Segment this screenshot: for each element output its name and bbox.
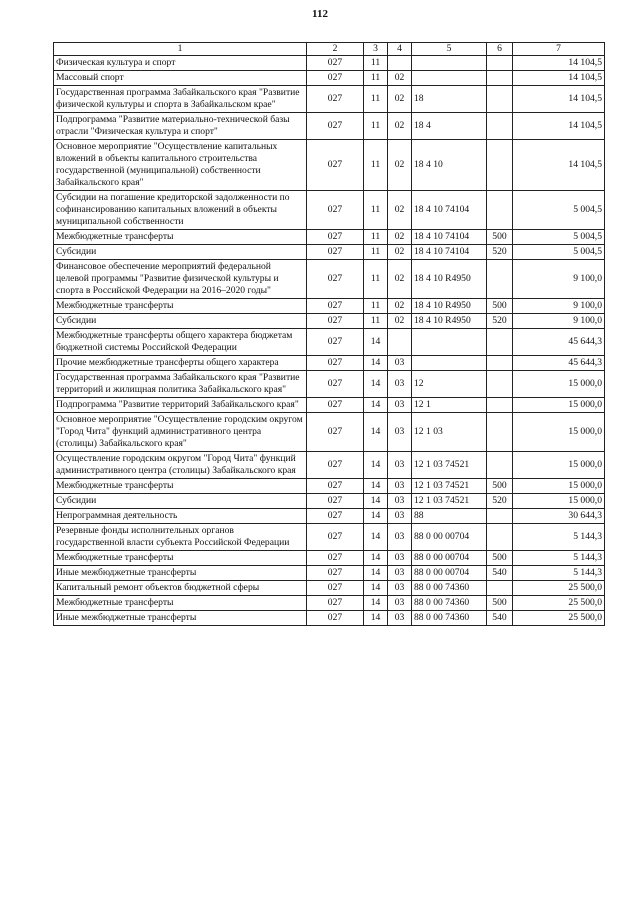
section-code-cell: 14 xyxy=(364,356,388,371)
item-name-cell: Массовый спорт xyxy=(54,71,307,86)
table-row xyxy=(54,140,605,191)
table-row xyxy=(54,452,605,479)
subsection-code-cell: 02 xyxy=(388,260,412,299)
amount-cell: 25 500,0 xyxy=(513,596,605,611)
subsection-code-cell: 03 xyxy=(388,371,412,398)
item-name-cell: Межбюджетные трансферты xyxy=(54,551,307,566)
section-code-cell: 14 xyxy=(364,581,388,596)
section-code-cell: 11 xyxy=(364,71,388,86)
amount-cell: 25 500,0 xyxy=(513,581,605,596)
subsection-code-cell: 02 xyxy=(388,314,412,329)
expense-type-code-cell xyxy=(487,56,513,71)
ministry-code-cell: 027 xyxy=(307,260,364,299)
expense-type-code-cell xyxy=(487,398,513,413)
item-name-cell: Физическая культура и спорт xyxy=(54,56,307,71)
header-cell-5: 5 xyxy=(412,43,487,56)
ministry-code-cell: 027 xyxy=(307,494,364,509)
expense-type-code-cell xyxy=(487,371,513,398)
subsection-code-cell xyxy=(388,329,412,356)
amount-cell: 25 500,0 xyxy=(513,611,605,626)
table-row xyxy=(54,398,605,413)
subsection-code-cell: 03 xyxy=(388,413,412,452)
ministry-code-cell: 027 xyxy=(307,113,364,140)
target-article-code-cell xyxy=(412,356,487,371)
expense-type-code-cell: 540 xyxy=(487,566,513,581)
item-name-cell: Осуществление городским округом "Город Чита" функций административного центра (столицы) Забайкальского края xyxy=(54,452,307,479)
table-row xyxy=(54,566,605,581)
ministry-code-cell: 027 xyxy=(307,566,364,581)
expense-type-code-cell: 520 xyxy=(487,245,513,260)
section-code-cell: 11 xyxy=(364,140,388,191)
expense-type-code-cell xyxy=(487,86,513,113)
section-code-cell: 14 xyxy=(364,398,388,413)
expense-type-code-cell: 520 xyxy=(487,494,513,509)
subsection-code-cell: 02 xyxy=(388,191,412,230)
ministry-code-cell: 027 xyxy=(307,551,364,566)
page-number: 112 xyxy=(312,8,328,20)
header-cell-6: 6 xyxy=(487,43,513,56)
target-article-code-cell: 88 xyxy=(412,509,487,524)
subsection-code-cell: 03 xyxy=(388,611,412,626)
table-row xyxy=(54,329,605,356)
target-article-code-cell xyxy=(412,329,487,356)
table-row xyxy=(54,86,605,113)
target-article-code-cell: 88 0 00 00704 xyxy=(412,566,487,581)
table-row xyxy=(54,413,605,452)
section-code-cell: 11 xyxy=(364,113,388,140)
table-row xyxy=(54,56,605,71)
section-code-cell: 14 xyxy=(364,551,388,566)
ministry-code-cell: 027 xyxy=(307,413,364,452)
item-name-cell: Субсидии xyxy=(54,245,307,260)
subsection-code-cell: 02 xyxy=(388,245,412,260)
subsection-code-cell: 03 xyxy=(388,581,412,596)
subsection-code-cell: 02 xyxy=(388,71,412,86)
header-cell-3: 3 xyxy=(364,43,388,56)
table-header-row xyxy=(54,43,605,56)
item-name-cell: Государственная программа Забайкальского края "Развитие территорий и жилищная политика Забайкальского края" xyxy=(54,371,307,398)
table-row xyxy=(54,230,605,245)
subsection-code-cell: 03 xyxy=(388,494,412,509)
amount-cell: 45 644,3 xyxy=(513,329,605,356)
expense-type-code-cell xyxy=(487,191,513,230)
ministry-code-cell: 027 xyxy=(307,509,364,524)
target-article-code-cell: 88 0 00 00704 xyxy=(412,551,487,566)
subsection-code-cell: 03 xyxy=(388,524,412,551)
header-cell-2: 2 xyxy=(307,43,364,56)
subsection-code-cell: 02 xyxy=(388,299,412,314)
target-article-code-cell: 12 1 03 74521 xyxy=(412,452,487,479)
item-name-cell: Государственная программа Забайкальского края "Развитие физической культуры и спорта в Забайкальском крае" xyxy=(54,86,307,113)
table-row xyxy=(54,71,605,86)
expense-type-code-cell xyxy=(487,140,513,191)
item-name-cell: Основное мероприятие "Осуществление городским округом "Город Чита" функций административного центра (столицы) Забайкальского края" xyxy=(54,413,307,452)
subsection-code-cell: 02 xyxy=(388,140,412,191)
subsection-code-cell: 03 xyxy=(388,596,412,611)
section-code-cell: 11 xyxy=(364,299,388,314)
target-article-code-cell: 12 1 03 xyxy=(412,413,487,452)
section-code-cell: 14 xyxy=(364,329,388,356)
ministry-code-cell: 027 xyxy=(307,71,364,86)
subsection-code-cell: 03 xyxy=(388,566,412,581)
expense-type-code-cell xyxy=(487,509,513,524)
ministry-code-cell: 027 xyxy=(307,398,364,413)
budget-table xyxy=(53,42,605,626)
ministry-code-cell: 027 xyxy=(307,140,364,191)
amount-cell: 15 000,0 xyxy=(513,479,605,494)
expense-type-code-cell: 540 xyxy=(487,611,513,626)
target-article-code-cell: 12 1 03 74521 xyxy=(412,494,487,509)
amount-cell: 5 004,5 xyxy=(513,191,605,230)
amount-cell: 5 144,3 xyxy=(513,566,605,581)
target-article-code-cell: 88 0 00 74360 xyxy=(412,596,487,611)
target-article-code-cell: 18 xyxy=(412,86,487,113)
section-code-cell: 14 xyxy=(364,524,388,551)
ministry-code-cell: 027 xyxy=(307,56,364,71)
ministry-code-cell: 027 xyxy=(307,329,364,356)
amount-cell: 15 000,0 xyxy=(513,398,605,413)
ministry-code-cell: 027 xyxy=(307,479,364,494)
amount-cell: 5 004,5 xyxy=(513,230,605,245)
item-name-cell: Подпрограмма "Развитие материально-технической базы отрасли "Физическая культура и спорт" xyxy=(54,113,307,140)
ministry-code-cell: 027 xyxy=(307,191,364,230)
item-name-cell: Межбюджетные трансферты общего характера бюджетам бюджетной системы Российской Федерации xyxy=(54,329,307,356)
section-code-cell: 14 xyxy=(364,509,388,524)
target-article-code-cell: 18 4 10 74104 xyxy=(412,191,487,230)
expense-type-code-cell: 500 xyxy=(487,596,513,611)
target-article-code-cell: 18 4 10 xyxy=(412,140,487,191)
section-code-cell: 11 xyxy=(364,191,388,230)
expense-type-code-cell: 500 xyxy=(487,551,513,566)
amount-cell: 30 644,3 xyxy=(513,509,605,524)
subsection-code-cell: 03 xyxy=(388,551,412,566)
table-row xyxy=(54,611,605,626)
expense-type-code-cell xyxy=(487,71,513,86)
section-code-cell: 14 xyxy=(364,371,388,398)
item-name-cell: Финансовое обеспечение мероприятий федеральной целевой программы "Развитие физической культуры и спорта в Российской Федерации на 2016–2020 годы" xyxy=(54,260,307,299)
subsection-code-cell: 03 xyxy=(388,479,412,494)
item-name-cell: Иные межбюджетные трансферты xyxy=(54,566,307,581)
target-article-code-cell xyxy=(412,56,487,71)
amount-cell: 14 104,5 xyxy=(513,56,605,71)
section-code-cell: 14 xyxy=(364,596,388,611)
section-code-cell: 14 xyxy=(364,566,388,581)
section-code-cell: 11 xyxy=(364,245,388,260)
expense-type-code-cell: 500 xyxy=(487,299,513,314)
expense-type-code-cell xyxy=(487,524,513,551)
expense-type-code-cell xyxy=(487,413,513,452)
subsection-code-cell: 02 xyxy=(388,113,412,140)
amount-cell: 45 644,3 xyxy=(513,356,605,371)
target-article-code-cell: 12 xyxy=(412,371,487,398)
amount-cell: 14 104,5 xyxy=(513,113,605,140)
ministry-code-cell: 027 xyxy=(307,581,364,596)
ministry-code-cell: 027 xyxy=(307,611,364,626)
target-article-code-cell: 18 4 xyxy=(412,113,487,140)
table-row xyxy=(54,113,605,140)
table-row xyxy=(54,479,605,494)
table-row xyxy=(54,581,605,596)
section-code-cell: 11 xyxy=(364,260,388,299)
target-article-code-cell: 88 0 00 74360 xyxy=(412,581,487,596)
item-name-cell: Непрограммная деятельность xyxy=(54,509,307,524)
expense-type-code-cell: 500 xyxy=(487,479,513,494)
item-name-cell: Субсидии на погашение кредиторской задолженности по софинансированию капитальных вложений в объекты муниципальной собственности xyxy=(54,191,307,230)
subsection-code-cell xyxy=(388,56,412,71)
subsection-code-cell: 03 xyxy=(388,356,412,371)
table-row xyxy=(54,596,605,611)
table-row xyxy=(54,551,605,566)
item-name-cell: Основное мероприятие "Осуществление капитальных вложений в объекты капитального строительства государственной (муниципальной) собственности Забайкальского края" xyxy=(54,140,307,191)
table-row xyxy=(54,314,605,329)
ministry-code-cell: 027 xyxy=(307,230,364,245)
section-code-cell: 14 xyxy=(364,413,388,452)
section-code-cell: 11 xyxy=(364,230,388,245)
expense-type-code-cell xyxy=(487,329,513,356)
ministry-code-cell: 027 xyxy=(307,245,364,260)
amount-cell: 15 000,0 xyxy=(513,371,605,398)
item-name-cell: Резервные фонды исполнительных органов государственной власти субъекта Российской Федерации xyxy=(54,524,307,551)
amount-cell: 14 104,5 xyxy=(513,71,605,86)
target-article-code-cell: 18 4 10 R4950 xyxy=(412,299,487,314)
item-name-cell: Межбюджетные трансферты xyxy=(54,299,307,314)
expense-type-code-cell xyxy=(487,356,513,371)
amount-cell: 15 000,0 xyxy=(513,413,605,452)
amount-cell: 9 100,0 xyxy=(513,314,605,329)
expense-type-code-cell: 500 xyxy=(487,230,513,245)
item-name-cell: Межбюджетные трансферты xyxy=(54,230,307,245)
table-row xyxy=(54,299,605,314)
table-row xyxy=(54,524,605,551)
subsection-code-cell: 03 xyxy=(388,452,412,479)
section-code-cell: 14 xyxy=(364,452,388,479)
amount-cell: 5 004,5 xyxy=(513,245,605,260)
section-code-cell: 14 xyxy=(364,494,388,509)
item-name-cell: Иные межбюджетные трансферты xyxy=(54,611,307,626)
table-row xyxy=(54,245,605,260)
target-article-code-cell: 88 0 00 00704 xyxy=(412,524,487,551)
expense-type-code-cell xyxy=(487,113,513,140)
target-article-code-cell: 12 1 xyxy=(412,398,487,413)
table-row xyxy=(54,191,605,230)
item-name-cell: Капитальный ремонт объектов бюджетной сферы xyxy=(54,581,307,596)
amount-cell: 15 000,0 xyxy=(513,494,605,509)
section-code-cell: 11 xyxy=(364,56,388,71)
expense-type-code-cell xyxy=(487,581,513,596)
target-article-code-cell: 12 1 03 74521 xyxy=(412,479,487,494)
target-article-code-cell: 18 4 10 R4950 xyxy=(412,314,487,329)
target-article-code-cell: 88 0 00 74360 xyxy=(412,611,487,626)
table-row xyxy=(54,509,605,524)
amount-cell: 5 144,3 xyxy=(513,524,605,551)
target-article-code-cell: 18 4 10 R4950 xyxy=(412,260,487,299)
section-code-cell: 14 xyxy=(364,611,388,626)
item-name-cell: Подпрограмма "Развитие территорий Забайкальского края" xyxy=(54,398,307,413)
ministry-code-cell: 027 xyxy=(307,86,364,113)
table-row xyxy=(54,260,605,299)
subsection-code-cell: 03 xyxy=(388,509,412,524)
target-article-code-cell: 18 4 10 74104 xyxy=(412,230,487,245)
table-row xyxy=(54,494,605,509)
item-name-cell: Субсидии xyxy=(54,494,307,509)
section-code-cell: 11 xyxy=(364,86,388,113)
section-code-cell: 11 xyxy=(364,314,388,329)
item-name-cell: Межбюджетные трансферты xyxy=(54,479,307,494)
ministry-code-cell: 027 xyxy=(307,356,364,371)
subsection-code-cell: 02 xyxy=(388,86,412,113)
expense-type-code-cell xyxy=(487,260,513,299)
amount-cell: 14 104,5 xyxy=(513,140,605,191)
table-row xyxy=(54,371,605,398)
subsection-code-cell: 02 xyxy=(388,230,412,245)
item-name-cell: Субсидии xyxy=(54,314,307,329)
amount-cell: 5 144,3 xyxy=(513,551,605,566)
header-cell-7: 7 xyxy=(513,43,605,56)
ministry-code-cell: 027 xyxy=(307,371,364,398)
expense-type-code-cell: 520 xyxy=(487,314,513,329)
amount-cell: 14 104,5 xyxy=(513,86,605,113)
amount-cell: 9 100,0 xyxy=(513,299,605,314)
ministry-code-cell: 027 xyxy=(307,596,364,611)
section-code-cell: 14 xyxy=(364,479,388,494)
target-article-code-cell: 18 4 10 74104 xyxy=(412,245,487,260)
ministry-code-cell: 027 xyxy=(307,524,364,551)
amount-cell: 15 000,0 xyxy=(513,452,605,479)
subsection-code-cell: 03 xyxy=(388,398,412,413)
header-cell-4: 4 xyxy=(388,43,412,56)
table-row xyxy=(54,356,605,371)
ministry-code-cell: 027 xyxy=(307,299,364,314)
ministry-code-cell: 027 xyxy=(307,314,364,329)
budget-table-body xyxy=(54,56,605,626)
item-name-cell: Межбюджетные трансферты xyxy=(54,596,307,611)
item-name-cell: Прочие межбюджетные трансферты общего характера xyxy=(54,356,307,371)
ministry-code-cell: 027 xyxy=(307,452,364,479)
expense-type-code-cell xyxy=(487,452,513,479)
header-cell-1: 1 xyxy=(54,43,307,56)
amount-cell: 9 100,0 xyxy=(513,260,605,299)
target-article-code-cell xyxy=(412,71,487,86)
